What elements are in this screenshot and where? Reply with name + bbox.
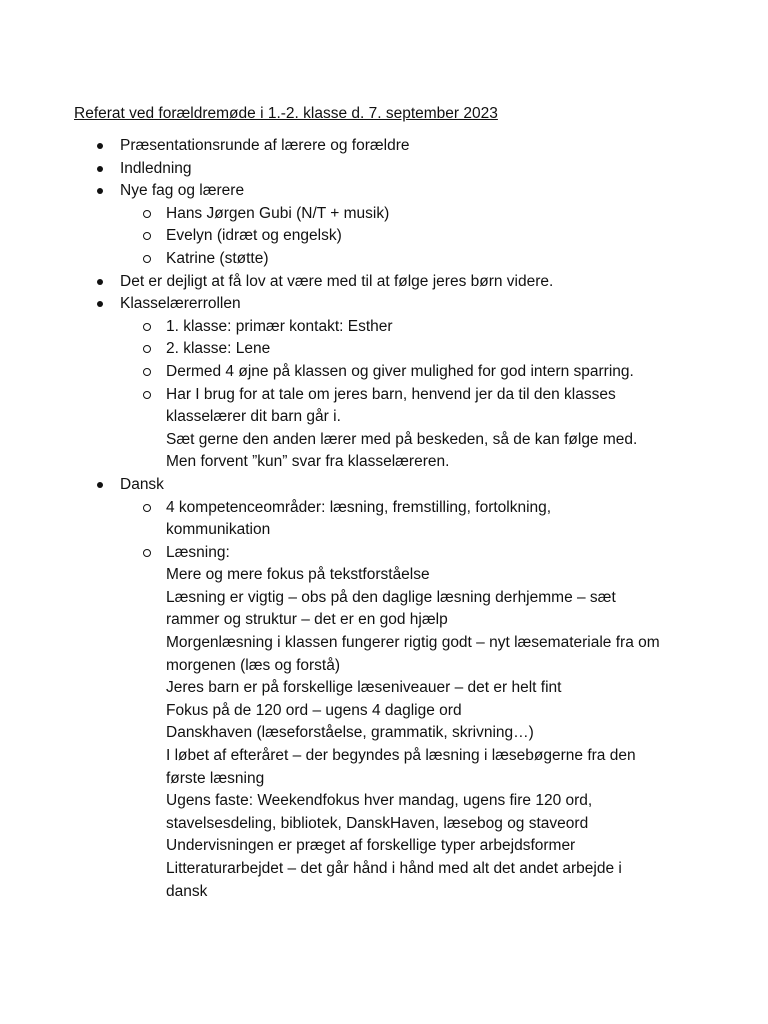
sub-bullet-item bbox=[0, 497, 768, 520]
line-text: 2. klasse: Lene bbox=[166, 340, 271, 358]
continuation-line bbox=[0, 519, 768, 542]
bullet-icon bbox=[97, 301, 103, 307]
sub-bullet-item bbox=[0, 225, 768, 248]
line-text: Læsning er vigtig – obs på den daglige læsning derhjemme – sæt bbox=[166, 588, 616, 606]
continuation-line bbox=[0, 768, 768, 791]
continuation-line bbox=[0, 451, 768, 474]
line-text: Fokus på de 120 ord – ugens 4 daglige ord bbox=[166, 701, 462, 719]
line-text: 1. klasse: primær kontakt: Esther bbox=[166, 317, 393, 335]
line-text: dansk bbox=[166, 882, 208, 900]
hollow-bullet-icon bbox=[143, 232, 151, 240]
line-text: Det er dejligt at få lov at være med til at følge jeres børn videre. bbox=[120, 272, 554, 290]
hollow-bullet-icon bbox=[143, 504, 151, 512]
bullet-icon bbox=[97, 143, 103, 149]
line-text: Sæt gerne den anden lærer med på beskeden, så de kan følge med. bbox=[166, 430, 638, 448]
line-text: morgenen (læs og forstå) bbox=[166, 656, 341, 674]
line-text: Men forvent ”kun” svar fra klasselæreren. bbox=[166, 453, 450, 471]
continuation-line bbox=[0, 835, 768, 858]
meeting-notes-list bbox=[0, 135, 768, 903]
line-text: Har I brug for at tale om jeres barn, henvend jer da til den klasses bbox=[166, 385, 616, 403]
hollow-bullet-icon bbox=[143, 549, 151, 557]
line-text: Hans Jørgen Gubi (N/T + musik) bbox=[166, 204, 390, 222]
sub-bullet-item bbox=[0, 203, 768, 226]
hollow-bullet-icon bbox=[143, 391, 151, 399]
line-text: Undervisningen er præget af forskellige typer arbejdsformer bbox=[166, 837, 576, 855]
continuation-line bbox=[0, 429, 768, 452]
sub-bullet-item bbox=[0, 338, 768, 361]
line-text: Morgenlæsning i klassen fungerer rigtig godt – nyt læsemateriale fra om bbox=[166, 634, 660, 652]
line-text: klasselærer dit barn går i. bbox=[166, 408, 341, 426]
bullet-icon bbox=[97, 482, 103, 488]
line-text: stavelsesdeling, bibliotek, DanskHaven, læsebog og staveord bbox=[166, 814, 589, 832]
line-text: Katrine (støtte) bbox=[166, 249, 269, 267]
continuation-line bbox=[0, 655, 768, 678]
line-text: Evelyn (idræt og engelsk) bbox=[166, 227, 342, 245]
hollow-bullet-icon bbox=[143, 255, 151, 263]
bullet-item bbox=[0, 158, 768, 181]
line-text: Indledning bbox=[120, 159, 192, 177]
continuation-line bbox=[0, 609, 768, 632]
sub-bullet-item bbox=[0, 542, 768, 565]
continuation-line bbox=[0, 587, 768, 610]
line-text: Mere og mere fokus på tekstforståelse bbox=[166, 566, 430, 584]
bullet-item bbox=[0, 271, 768, 294]
line-text: Klasselærerrollen bbox=[120, 295, 241, 313]
line-text: Dermed 4 øjne på klassen og giver mulighed for god intern sparring. bbox=[166, 362, 634, 380]
continuation-line bbox=[0, 813, 768, 836]
continuation-line bbox=[0, 881, 768, 904]
line-text: I løbet af efteråret – der begyndes på læsning i læsebøgerne fra den bbox=[166, 747, 636, 765]
line-text: Læsning: bbox=[166, 543, 230, 561]
continuation-line bbox=[0, 745, 768, 768]
line-text: 4 kompetenceområder: læsning, fremstilling, fortolkning, bbox=[166, 498, 552, 516]
sub-bullet-item bbox=[0, 248, 768, 271]
line-text: Ugens faste: Weekendfokus hver mandag, ugens fire 120 ord, bbox=[166, 792, 593, 810]
line-text: Præsentationsrunde af lærere og forældre bbox=[120, 137, 410, 154]
line-text: Dansk bbox=[120, 475, 164, 493]
bullet-icon bbox=[97, 166, 103, 172]
document-title: Referat ved forældremøde i 1.-2. klasse d. 7. september 2023 bbox=[74, 105, 498, 122]
bullet-item bbox=[0, 180, 768, 203]
line-text: Jeres barn er på forskellige læseniveauer – det er helt fint bbox=[166, 679, 562, 697]
line-text: første læsning bbox=[166, 769, 265, 787]
continuation-line bbox=[0, 564, 768, 587]
line-text: rammer og struktur – det er en god hjælp bbox=[166, 611, 448, 629]
bullet-item bbox=[0, 293, 768, 316]
continuation-line bbox=[0, 858, 768, 881]
line-text: Danskhaven (læseforståelse, grammatik, skrivning…) bbox=[166, 724, 534, 742]
hollow-bullet-icon bbox=[143, 345, 151, 353]
line-text: kommunikation bbox=[166, 521, 271, 539]
hollow-bullet-icon bbox=[143, 210, 151, 218]
continuation-line bbox=[0, 700, 768, 723]
continuation-line bbox=[0, 632, 768, 655]
sub-bullet-item bbox=[0, 316, 768, 339]
continuation-line bbox=[0, 790, 768, 813]
continuation-line bbox=[0, 722, 768, 745]
continuation-line bbox=[0, 677, 768, 700]
bullet-icon bbox=[97, 188, 103, 194]
continuation-line bbox=[0, 406, 768, 429]
hollow-bullet-icon bbox=[143, 323, 151, 331]
bullet-item bbox=[0, 474, 768, 497]
sub-bullet-item bbox=[0, 384, 768, 407]
line-text: Litteraturarbejdet – det går hånd i hånd med alt det andet arbejde i bbox=[166, 860, 622, 877]
hollow-bullet-icon bbox=[143, 368, 151, 376]
line-text: Nye fag og lærere bbox=[120, 182, 245, 200]
bullet-icon bbox=[97, 279, 103, 285]
sub-bullet-item bbox=[0, 361, 768, 384]
bullet-item bbox=[0, 135, 768, 158]
